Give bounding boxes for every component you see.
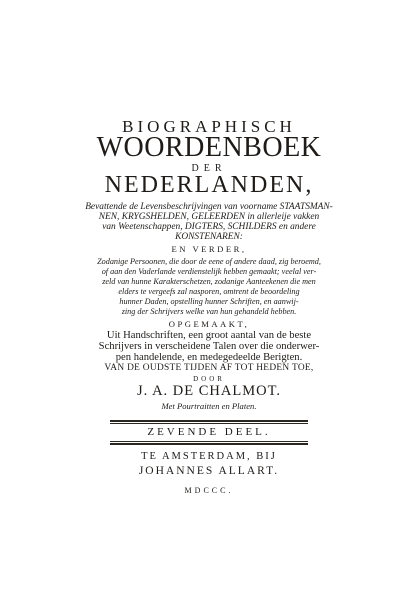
subtitle-line: Bevattende de Levensbeschrijvingen van voorname STAATSMAN- (85, 202, 333, 212)
divider-top (110, 420, 308, 422)
imprint-year: MDCCC. (184, 486, 234, 495)
title-line-der: DER (191, 163, 227, 174)
author-name: J. A. DE CHALMOT. (136, 383, 281, 399)
persons-line: elders te vergeefs zal nasporen, omtrent de beoordeling (118, 287, 300, 296)
door-label: DOOR (193, 375, 225, 383)
title-line-nederlanden: NEDERLANDEN, (104, 172, 314, 198)
subtitle-line: NEN, KRYGSHELDEN, GELEERDEN in allerleije vakken (98, 212, 320, 222)
divider-bottom (110, 441, 308, 442)
title-line-woordenboek: WOORDENBOEK (96, 132, 322, 163)
persons-line: hunner Daden, opstelling hunner Schriften, en aanwij- (119, 297, 299, 306)
illustrations-note: Met Pourtraitten en Platen. (161, 401, 257, 411)
imprint-place: TE AMSTERDAM, BIJ (141, 451, 277, 462)
sources-line: pen handelende, en medegedeelde Berigten. (115, 352, 303, 363)
title-line-biographisch: BIOGRAPHISCH (122, 117, 296, 136)
sources-line: Schrijvers in verscheidene Talen over die onderwer- (98, 341, 320, 352)
imprint-publisher: JOHANNES ALLART. (138, 465, 280, 477)
subtitle-line: KONSTENAREN: (175, 232, 243, 242)
subtitle-line: van Weetenschappen, DIGTERS, SCHILDERS en andere (102, 222, 316, 232)
persons-line: zing der Schrijvers welke van hun gehandeld hebben. (121, 307, 297, 316)
opgemaakt-label: OPGEMAAKT, (168, 319, 250, 329)
sources-line: Uit Handschriften, een groot aantal van de beste (106, 330, 312, 341)
volume-label: ZEVENDE DEEL. (147, 426, 271, 438)
persons-line: Zodanige Persoonen, die door de eene of andere daad, zig beroemd, (97, 257, 321, 266)
divider-top-thin (110, 423, 308, 424)
divider-bottom-thick (110, 443, 308, 445)
en-verder-label: EN VERDER, (171, 244, 247, 254)
persons-line: of aan den Vaderlande verdienstelijk hebben gemaakt; veelal ver- (101, 267, 317, 276)
period-line: VAN DE OUDSTE TIJDEN AF TOT HEDEN TOE, (104, 363, 314, 373)
persons-line: zeld van hunne Karakterschetzen, zodanige Aanteekenen die men (102, 277, 316, 286)
